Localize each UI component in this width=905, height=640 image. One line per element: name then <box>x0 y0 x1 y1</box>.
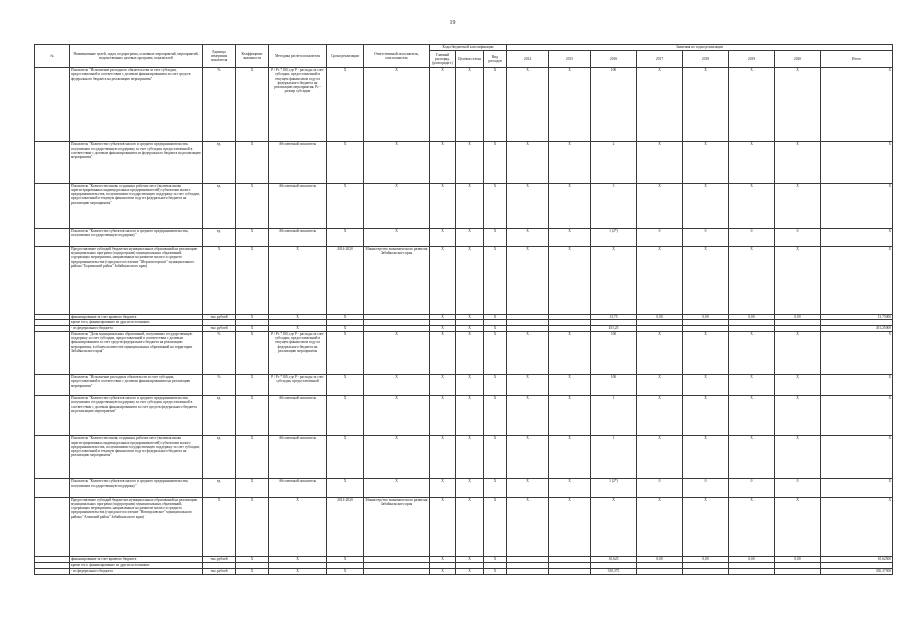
cell-year-value: 0 <box>637 228 683 246</box>
table-row <box>35 568 893 574</box>
cell-year-value: X <box>775 331 821 374</box>
cell-year-value: 0 <box>683 228 729 246</box>
cell-method: Абсолютный показатель <box>269 479 327 497</box>
cell-total: X <box>821 228 893 246</box>
table-row <box>35 374 893 395</box>
table-row <box>35 436 893 479</box>
col-code-admin: Главный распоряд. (распорядит.) <box>430 51 456 68</box>
cell-year-value: X <box>637 374 683 395</box>
cell-year-value: X <box>637 246 683 314</box>
cell-term: X <box>327 183 364 228</box>
cell-total: 350,37500 <box>821 568 893 574</box>
cell-method: P / Pc *100, где P - расходы за счет субсидии, предоставленной в текущем финансовом году из федерального бюджета на реализацию мероприятия <box>269 331 327 374</box>
col-year: 2018 <box>683 51 729 68</box>
cell-c3: X <box>484 68 507 142</box>
cell-unit: X <box>203 497 236 556</box>
cell-year-value: X <box>729 436 775 479</box>
table-row <box>35 331 893 374</box>
cell-c2: X <box>456 497 484 556</box>
cell-year-value: 0 <box>637 479 683 497</box>
cell-year-value: 451,25 <box>591 325 637 331</box>
cell-num <box>35 568 70 574</box>
cell-c3: X <box>484 497 507 556</box>
cell-term: X <box>327 436 364 479</box>
cell-year-value: 100 <box>591 374 637 395</box>
cell-name: Показатель "Доля муниципальных образований, получивших государственную поддержку за счет субсидии, предоставленной в соответствии с долевым финансированием за счет средств федерального бюджета на реализацию мероприятия, в общем количестве муниципальных образований на территории Забайкальского края" <box>70 331 203 374</box>
cell-unit: тыс.рублей <box>203 556 236 562</box>
cell-name: Предоставление субсидий бюджетам муниципальных образований на реализацию муниципальных программ (подпрограмм) муниципальных образований, содержащих мероприятия, направленные на развитие малого и среднего предпринимательства (городское поселение "Шерловогорское" муниципального района "Борзинский район" Забайкальского края) <box>70 246 203 314</box>
cell-unit: X <box>203 246 236 314</box>
cell-year-value: X <box>729 374 775 395</box>
cell-method: X <box>269 568 327 574</box>
cell-year-value: X <box>549 246 591 314</box>
cell-method: X <box>269 325 327 331</box>
cell-year-value: X <box>549 374 591 395</box>
cell-year-value: X <box>507 497 549 556</box>
cell-unit: % <box>203 331 236 374</box>
col-year: 2015 <box>549 51 591 68</box>
col-code-target: Целевая статья <box>456 51 484 68</box>
cell-total: 10,62500 <box>821 556 893 562</box>
cell-year-value: X <box>683 436 729 479</box>
cell-year-value: X <box>549 479 591 497</box>
cell-coef: X <box>236 479 269 497</box>
col-coef: Коэффициент значимости <box>236 45 269 68</box>
cell-method: Абсолютный показатель <box>269 228 327 246</box>
cell-year-value: X <box>683 331 729 374</box>
col-codes-group: Коды бюджетной классификации <box>430 45 507 51</box>
cell-unit: ед. <box>203 183 236 228</box>
cell-num <box>35 374 70 395</box>
cell-year-value: X <box>507 396 549 436</box>
cell-year-value: 0,00 <box>683 556 729 562</box>
cell-name: финансирование за счет краевого бюджета <box>70 556 203 562</box>
cell-c1: X <box>430 479 456 497</box>
cell-year-value: 0,00 <box>637 556 683 562</box>
cell-name: Показатель "Количество субъектов малого и среднего предпринимательства, получивших государственную поддержку" <box>70 479 203 497</box>
col-year: 2020 <box>775 51 821 68</box>
cell-exec <box>364 568 430 574</box>
cell-year-value: X <box>549 228 591 246</box>
cell-name: кроме того, финансирование из других источников: <box>70 320 203 325</box>
cell-coef: X <box>236 436 269 479</box>
cell-coef: X <box>236 331 269 374</box>
cell-year-value <box>775 568 821 574</box>
cell-year-value: X <box>683 374 729 395</box>
cell-unit: ед. <box>203 479 236 497</box>
cell-year-value: 0,00 <box>729 315 775 320</box>
cell-coef: X <box>236 246 269 314</box>
cell-year-value: X <box>683 68 729 142</box>
cell-year-value: X <box>683 396 729 436</box>
cell-coef: X <box>236 374 269 395</box>
col-values-group: Значения по годам реализации <box>507 45 893 51</box>
cell-c3: X <box>484 315 507 320</box>
cell-year-value: X <box>683 497 729 556</box>
cell-c3: X <box>484 183 507 228</box>
cell-year-value: X <box>549 331 591 374</box>
cell-year-value: X <box>637 68 683 142</box>
cell-method: Абсолютный показатель <box>269 142 327 183</box>
cell-year-value: X <box>683 183 729 228</box>
cell-term: 2014-2020 <box>327 497 364 556</box>
cell-total: X <box>821 183 893 228</box>
cell-term: 2014-2020 <box>327 246 364 314</box>
col-term: Сроки реализации <box>327 45 364 68</box>
col-exec: Ответственный исполнитель, соисполнитель <box>364 45 430 68</box>
cell-year-value: 0 <box>729 228 775 246</box>
cell-c3: X <box>484 556 507 562</box>
cell-coef: X <box>236 228 269 246</box>
cell-name: кроме того, финансирование из других источников: <box>70 562 203 568</box>
cell-year-value: 0,00 <box>729 556 775 562</box>
cell-c1: X <box>430 228 456 246</box>
cell-exec: X <box>364 228 430 246</box>
cell-exec: Министерство экономического развития Забайкальского края <box>364 497 430 556</box>
cell-year-value: X <box>775 436 821 479</box>
cell-coef: X <box>236 396 269 436</box>
col-total: Итого <box>821 51 893 68</box>
cell-c2: X <box>456 436 484 479</box>
cell-total: X <box>821 246 893 314</box>
cell-year-value: X <box>549 396 591 436</box>
table-row <box>35 396 893 436</box>
cell-c3: X <box>484 479 507 497</box>
cell-method: P / Pc *100, где P - расходы за счет субсидии, предоставленной <box>269 374 327 395</box>
cell-c3: X <box>484 396 507 436</box>
cell-c3: X <box>484 246 507 314</box>
cell-num <box>35 497 70 556</box>
cell-total: 451,25000 <box>821 325 893 331</box>
cell-exec: X <box>364 68 430 142</box>
cell-year-value: 0 <box>729 479 775 497</box>
cell-total: X <box>821 436 893 479</box>
col-year: 2019 <box>729 51 775 68</box>
cell-unit: % <box>203 68 236 142</box>
cell-num <box>35 396 70 436</box>
cell-c3: X <box>484 374 507 395</box>
cell-name: Показатель "Количество субъектов малого и среднего предпринимательства, получивших государственную поддержку" <box>70 228 203 246</box>
cell-num <box>35 228 70 246</box>
cell-unit: тыс.рублей <box>203 568 236 574</box>
cell-c2: X <box>456 396 484 436</box>
cell-name: Показатель "Количество субъектов малого и среднего предпринимательства, получивших государственную поддержку за счет субсидии, предоставленной в соответствии с долевым финансированием из федерального бюджета на реализацию мероприятия" <box>70 142 203 183</box>
cell-unit: тыс.рублей <box>203 315 236 320</box>
cell-c1: X <box>430 183 456 228</box>
cell-term: X <box>327 142 364 183</box>
cell-exec: X <box>364 374 430 395</box>
cell-total: X <box>821 497 893 556</box>
cell-year-value <box>507 568 549 574</box>
cell-unit: тыс.рублей <box>203 325 236 331</box>
cell-term: X <box>327 556 364 562</box>
cell-c2: X <box>456 556 484 562</box>
cell-method: Абсолютный показатель <box>269 183 327 228</box>
cell-name: - из федерального бюджета <box>70 568 203 574</box>
cell-num <box>35 142 70 183</box>
cell-total: X <box>821 396 893 436</box>
cell-year-value: X <box>507 228 549 246</box>
cell-year-value: X <box>729 142 775 183</box>
cell-year-value: 1 (2*) <box>591 479 637 497</box>
cell-c1: X <box>430 556 456 562</box>
cell-year-value: 0,00 <box>637 315 683 320</box>
cell-year-value: X <box>729 396 775 436</box>
cell-coef: X <box>236 142 269 183</box>
cell-name: финансирование за счет краевого бюджета <box>70 315 203 320</box>
cell-term: X <box>327 325 364 331</box>
table-row <box>35 497 893 556</box>
cell-year-value: X <box>591 246 637 314</box>
cell-year-value: 1 <box>591 436 637 479</box>
cell-name: Показатель "Исполнение расходного обязательства за счет субсидии, предоставленной в соответствии с долевым финансированием за счет средств федерального бюджета на реализацию мероприятия" <box>70 68 203 142</box>
cell-year-value: X <box>729 246 775 314</box>
cell-exec: X <box>364 436 430 479</box>
cell-year-value <box>637 568 683 574</box>
cell-term: X <box>327 315 364 320</box>
cell-c2: X <box>456 228 484 246</box>
cell-method: X <box>269 246 327 314</box>
cell-year-value: 0,00 <box>683 315 729 320</box>
cell-year-value: X <box>729 183 775 228</box>
cell-year-value: X <box>549 68 591 142</box>
cell-year-value: X <box>637 183 683 228</box>
col-year: 2016 <box>591 51 637 68</box>
cell-c1: X <box>430 315 456 320</box>
table-row <box>35 228 893 246</box>
cell-exec: X <box>364 396 430 436</box>
cell-c1: X <box>430 142 456 183</box>
cell-c1: X <box>430 436 456 479</box>
cell-c1: X <box>430 331 456 374</box>
cell-c2: X <box>456 331 484 374</box>
cell-total: 13,75000 <box>821 315 893 320</box>
col-year: 2017 <box>637 51 683 68</box>
cell-year-value: X <box>775 497 821 556</box>
cell-year-value <box>683 568 729 574</box>
col-method: Методика расчета показателя <box>269 45 327 68</box>
cell-year-value: 10,625 <box>591 556 637 562</box>
cell-coef: X <box>236 497 269 556</box>
cell-year-value: X <box>549 497 591 556</box>
cell-year-value: X <box>775 374 821 395</box>
cell-name: Показатель "Исполнение расходных обязательств за счет субсидии, предоставленной в соответствии с долевым финансированием на реализацию мероприятия" <box>70 374 203 395</box>
cell-year-value: X <box>507 331 549 374</box>
cell-year-value: 100 <box>591 331 637 374</box>
cell-c1: X <box>430 374 456 395</box>
cell-year-value: X <box>591 497 637 556</box>
cell-exec: X <box>364 142 430 183</box>
cell-unit: % <box>203 374 236 395</box>
cell-name: Предоставление субсидий бюджетам муниципальных образований на реализацию муниципальных программ (подпрограмм) муниципальных образований, содержащих мероприятия, направленные на развитие малого и среднего предпринимательства (городское поселение "Новоорловское" муниципального района "Агинский район" Забайкальского края) <box>70 497 203 556</box>
cell-year-value: X <box>637 142 683 183</box>
cell-year-value: X <box>507 479 549 497</box>
cell-coef: X <box>236 325 269 331</box>
cell-c2: X <box>456 183 484 228</box>
cell-year-value: X <box>683 246 729 314</box>
cell-num <box>35 331 70 374</box>
cell-method: X <box>269 497 327 556</box>
cell-method: P / Pc *100, где P - расходы за счет субсидии, предоставленной в текущем финансовом году из федерального бюджета на реализацию мероприятия; Pc - размер субсидии <box>269 68 327 142</box>
cell-year-value: 2 <box>591 142 637 183</box>
col-unit: Единица измерения показателя <box>203 45 236 68</box>
cell-year-value: X <box>775 68 821 142</box>
cell-coef: X <box>236 68 269 142</box>
page-number: 19 <box>449 20 456 26</box>
cell-year-value: X <box>729 331 775 374</box>
table-row <box>35 479 893 497</box>
cell-c2: X <box>456 374 484 395</box>
cell-year-value: X <box>507 142 549 183</box>
cell-year-value: X <box>683 142 729 183</box>
cell-year-value: X <box>637 497 683 556</box>
cell-c3: X <box>484 228 507 246</box>
cell-year-value: X <box>549 183 591 228</box>
cell-total: X <box>821 331 893 374</box>
cell-year-value <box>549 568 591 574</box>
cell-method: X <box>269 556 327 562</box>
cell-year-value: X <box>507 183 549 228</box>
cell-year-value: X <box>507 374 549 395</box>
cell-year-value: X <box>637 331 683 374</box>
cell-unit: ед. <box>203 436 236 479</box>
cell-year-value: 350,375 <box>591 568 637 574</box>
cell-c2: X <box>456 315 484 320</box>
cell-c1: X <box>430 325 456 331</box>
cell-num <box>35 246 70 314</box>
cell-year-value: X <box>549 436 591 479</box>
cell-num <box>35 479 70 497</box>
cell-total: X <box>821 68 893 142</box>
cell-year-value: X <box>507 436 549 479</box>
cell-name: Показатель "Количество вновь созданных рабочих мест (включая вновь зарегистрированных индивидуальных предпринимателей) субъектами малого предпринимательства, получившими государственную поддержку за счет субсидии, предоставленной в текущем финансовом году из федерального бюджета на реализацию мероприятия" <box>70 183 203 228</box>
cell-term: X <box>327 68 364 142</box>
cell-num <box>35 183 70 228</box>
cell-year-value: X <box>507 246 549 314</box>
cell-year-value: 13,75 <box>591 315 637 320</box>
cell-year-value: X <box>637 436 683 479</box>
cell-c1: X <box>430 68 456 142</box>
cell-year-value: 1 <box>591 396 637 436</box>
cell-unit: ед. <box>203 228 236 246</box>
cell-c3: X <box>484 331 507 374</box>
cell-term: X <box>327 331 364 374</box>
table-row <box>35 246 893 314</box>
cell-c2: X <box>456 68 484 142</box>
cell-year-value: 1 (2*) <box>591 228 637 246</box>
cell-exec: X <box>364 479 430 497</box>
cell-num <box>35 436 70 479</box>
cell-exec: X <box>364 183 430 228</box>
cell-year-value: 0 <box>775 228 821 246</box>
cell-c2: X <box>456 568 484 574</box>
cell-total: X <box>821 374 893 395</box>
cell-num <box>35 68 70 142</box>
cell-method: Абсолютный показатель <box>269 396 327 436</box>
cell-term: X <box>327 568 364 574</box>
cell-coef: X <box>236 315 269 320</box>
cell-unit: ед. <box>203 396 236 436</box>
cell-c1: X <box>430 497 456 556</box>
cell-c1: X <box>430 568 456 574</box>
cell-method: Абсолютный показатель <box>269 436 327 479</box>
cell-year-value: X <box>775 142 821 183</box>
cell-name: Показатель "Количество субъектов малого и среднего предпринимательства, получивших государственную поддержку за счет субсидии, предоставленной в соответствии с долевым финансированием за счет средств федерального бюджета на реализацию мероприятия" <box>70 396 203 436</box>
cell-year-value: X <box>775 396 821 436</box>
cell-c1: X <box>430 246 456 314</box>
table-row <box>35 142 893 183</box>
col-code-expense: Вид расходов <box>484 51 507 68</box>
cell-year-value: X <box>729 68 775 142</box>
cell-term: X <box>327 374 364 395</box>
col-name: Наименование целей, задач, подпрограмм, основных мероприятий, мероприятий, ведомственных целевых программ, показателей <box>70 45 203 68</box>
cell-year-value: X <box>637 396 683 436</box>
cell-coef: X <box>236 183 269 228</box>
cell-year-value: 100 <box>591 68 637 142</box>
cell-c3: X <box>484 325 507 331</box>
cell-c1: X <box>430 396 456 436</box>
cell-c2: X <box>456 246 484 314</box>
cell-term: X <box>327 396 364 436</box>
cell-c3: X <box>484 436 507 479</box>
table-row <box>35 68 893 142</box>
table-row <box>35 183 893 228</box>
cell-c2: X <box>456 142 484 183</box>
col-year: 2014 <box>507 51 549 68</box>
cell-name: - из федерального бюджета <box>70 325 203 331</box>
program-table <box>34 44 893 575</box>
cell-year-value: X <box>729 497 775 556</box>
cell-year-value: X <box>549 142 591 183</box>
cell-c2: X <box>456 325 484 331</box>
cell-term: X <box>327 479 364 497</box>
cell-year-value: X <box>775 246 821 314</box>
cell-exec: Министерство экономического развития Забайкальского края <box>364 246 430 314</box>
cell-coef: X <box>236 568 269 574</box>
cell-year-value: 0,00 <box>775 556 821 562</box>
cell-year-value: 3 <box>591 183 637 228</box>
cell-c3: X <box>484 142 507 183</box>
cell-year-value: 0,00 <box>775 315 821 320</box>
cell-year-value: X <box>507 68 549 142</box>
cell-year-value: 0 <box>775 479 821 497</box>
cell-coef: X <box>236 556 269 562</box>
cell-name: Показатель "Количество вновь созданных рабочих мест (включая вновь зарегистрированных индивидуальных предпринимателей) субъектами малого предпринимательства, получившими государственную поддержку за счет субсидии, предоставленной в текущем финансовом году из федерального бюджета на реализацию мероприятия" <box>70 436 203 479</box>
cell-year-value: 0 <box>683 479 729 497</box>
cell-year-value: X <box>775 183 821 228</box>
cell-total: X <box>821 479 893 497</box>
cell-exec: X <box>364 331 430 374</box>
cell-unit: ед. <box>203 142 236 183</box>
cell-c3: X <box>484 568 507 574</box>
cell-c2: X <box>456 479 484 497</box>
cell-year-value <box>729 568 775 574</box>
cell-term: X <box>327 228 364 246</box>
col-num: № <box>35 45 70 68</box>
cell-total: X <box>821 142 893 183</box>
cell-method: X <box>269 315 327 320</box>
